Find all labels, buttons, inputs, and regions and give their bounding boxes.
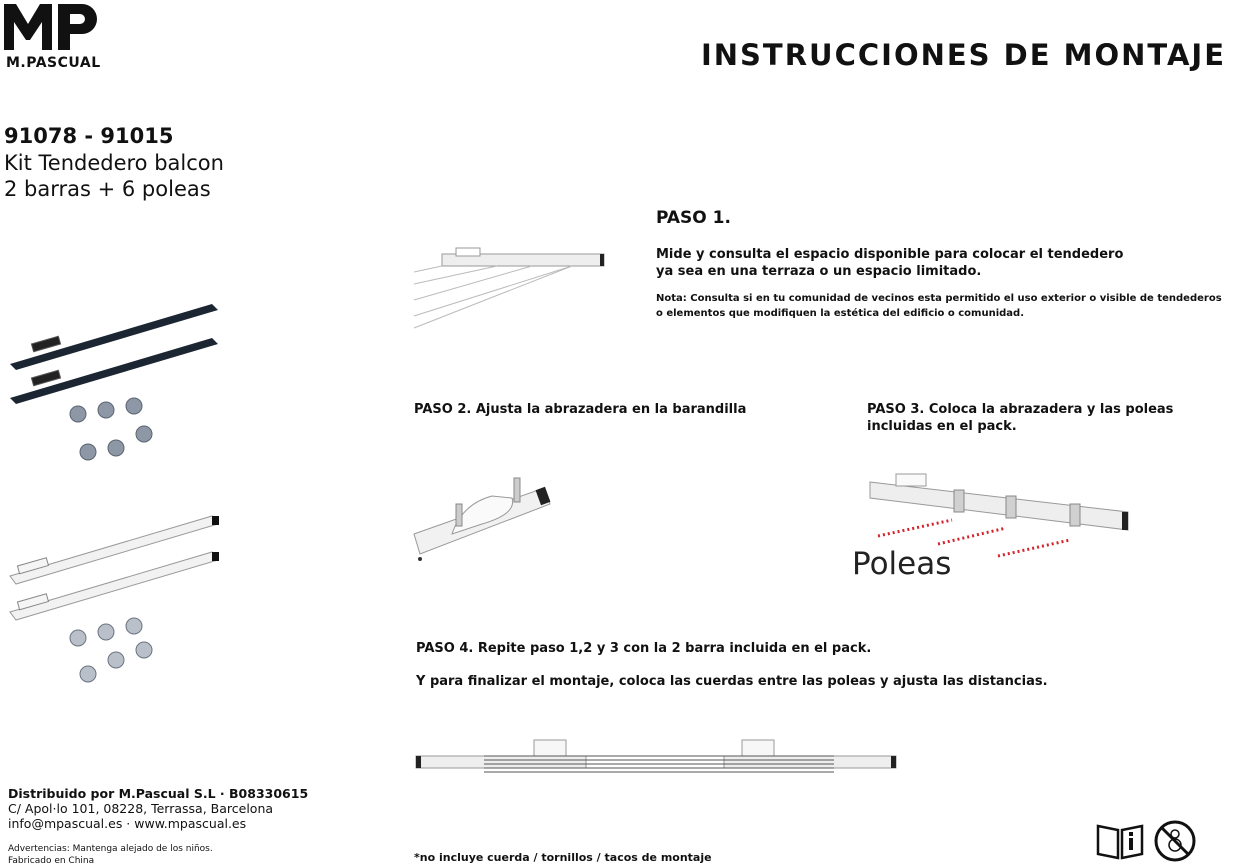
step3-text-line2: incluidas en el pack.	[867, 419, 1017, 434]
pulleys-white	[70, 618, 152, 682]
product-ref: 91078 - 91015	[4, 124, 174, 148]
brand-logo	[4, 0, 104, 50]
poleas-label: Poleas	[852, 546, 952, 582]
not-included-note: *no incluye cuerda / tornillos / tacos de montaje	[414, 851, 712, 864]
distributor-line: Distribuido por M.Pascual S.L · B08330615	[8, 786, 309, 801]
footer-distributor-block	[8, 786, 308, 831]
address-line: C/ Apol·lo 101, 08228, Terrassa, Barcelona	[8, 801, 274, 816]
warnings-block	[8, 843, 213, 867]
white-bar-1	[10, 516, 219, 584]
black-bars-image	[6, 298, 226, 478]
step4-text-line2: Y para finalizar el montaje, coloca las cuerdas entre las poleas y ajusta las distancias.	[416, 674, 1048, 689]
step1-note-line1: Nota: Consulta si en tu comunidad de vecinos esta permitido el uso exterior o visible de tendederos	[656, 293, 1222, 304]
no-children-icon	[1153, 819, 1197, 863]
step1-title: PASO 1.	[656, 208, 731, 228]
step1-text-line1: Mide y consulta el espacio disponible para colocar el tendedero	[656, 247, 1124, 262]
page-title: INSTRUCCIONES DE MONTAJE	[700, 38, 1226, 72]
product-line-2: 2 barras + 6 poleas	[4, 177, 211, 201]
step1-illustration	[412, 244, 612, 334]
step1-text-line2: ya sea en una terraza o un espacio limitado.	[656, 264, 982, 279]
white-bars-image	[6, 510, 226, 690]
step1-note-line2: o elementos que modifiquen la estética del edificio o comunidad.	[656, 308, 1024, 319]
step4-text-line1: PASO 4. Repite paso 1,2 y 3 con la 2 barra incluida en el pack.	[416, 641, 872, 656]
black-bar-1	[10, 304, 218, 370]
step4-illustration	[414, 736, 900, 778]
warning-line-1: Advertencias: Mantenga alejado de los niños.	[8, 844, 213, 854]
manual-info-icon	[1096, 822, 1144, 860]
step3-text	[867, 401, 1173, 435]
step3-text-line1: PASO 3. Coloca la abrazadera y las poleas	[867, 402, 1174, 417]
step2-text: PASO 2. Ajusta la abrazadera en la barandilla	[414, 402, 747, 417]
product-line-1: Kit Tendedero balcon	[4, 151, 224, 175]
step1-text	[656, 246, 1123, 280]
pulleys-black	[70, 398, 152, 460]
product-description	[4, 150, 224, 202]
contact-line: info@mpascual.es · www.mpascual.es	[8, 816, 247, 831]
step2-illustration	[412, 474, 557, 569]
warning-line-2: Fabricado en China	[8, 856, 95, 866]
brand-name: M.PASCUAL	[6, 55, 101, 71]
step1-note	[656, 291, 1222, 321]
